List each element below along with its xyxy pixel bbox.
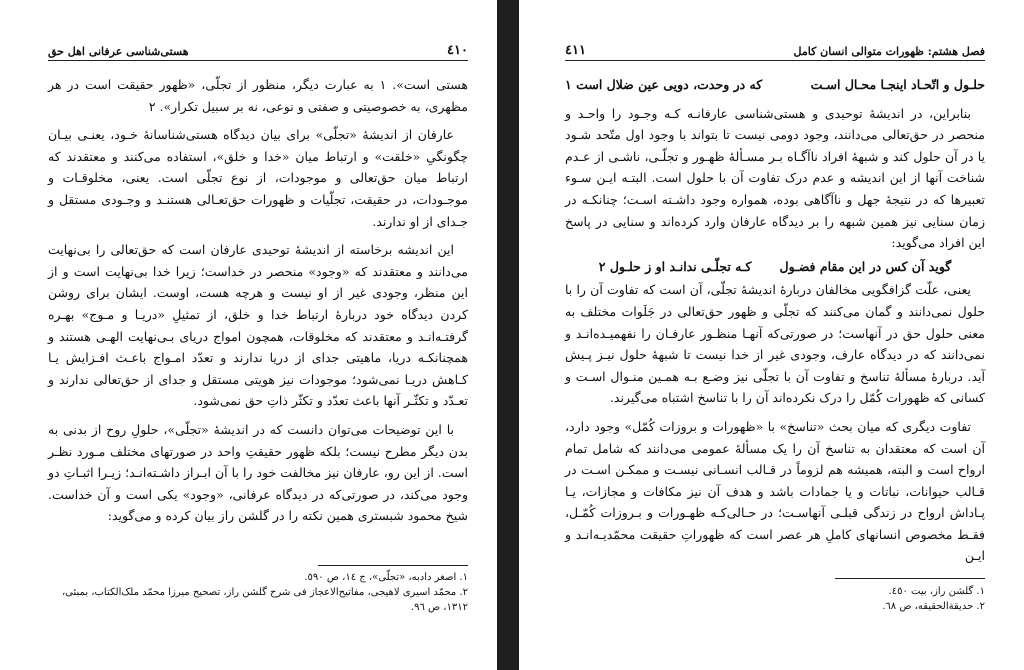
right-footnotes [565, 584, 985, 614]
left-footnotes [48, 570, 468, 615]
left-page-header [48, 40, 468, 61]
left-footnote-2: ٢. محمّد اسیری لاهیجی، مفاتیح‌الاعجاز فی شرح گلشن راز، تصحیح میرزا محمّد ملک‌الکتاب، بمبئی، ١٣١٢، ص ٩٦. [61, 587, 468, 613]
left-paragraph-3: این اندیشه برخاسته از اندیشهٔ توحیدی عارفان است که حق‌تعالی را بی‌نهایت می‌دانند و معتقدند که «وجود» منحصر در خداست؛ زیرا خدا بی‌نهایت است و از این منظر، وجودی غیر از او نیست و هرچه هست، اوست. ایشان برای روشن کردن دیدگاه خود دربارهٔ ارتباط خدا و خلق، از تمثیلِ «دریـا و مـوج» بهـره گرفتـه‌انـد و معتقدند که مخلوقات، همچون امواج دریای بـی‌نهایت الهـی هستند و همچنانکـه دریا، ماهیتی جدای از دریا ندارند و تعدّد امـواج باعـث افـزایش یـا کـاهش دریـا نمی‌شود؛ موجودات نیز هویتی مستقل و جدای از حق‌تعالی ندارند و تعـدّد و تکثّـر آنها باعث تعدّد و تکثّر ذاتِ حق نمی‌شود. [48, 242, 468, 409]
right-footnote-2: ٢. حدیقةالحقیقه، ص ٦٨. [882, 601, 985, 612]
left-footnote-1: ١. اصغر دادبه، «تجلّی»، ج ١٤، ص ٥٩٠. [304, 572, 468, 583]
right-paragraph-3: تفاوت دیگری که میان بحث «تناسخ» با «ظهورات و بروزات کُمّل» وجود دارد، آن است که معتقدان به تناسخ آن را یک مسألهٔ عمومی می‌دانند که شامل تمام ارواح است و البته، همیشه هم لزوماً در قـالب انسـانی نیسـت و ممکـن اسـت در قـالب حیوانات، نباتات و یا جمادات باشد و هدف آن نیز مکافات و مجازات، یـا پـاداش ارواح در زندگی قبلـی آنهاسـت؛ در حـالی‌کـه ظهـورات و بـروزات کُمّـل، فقـط مخصوص انسانهای کاملِ هر عصر است که ظهوراتِ حقیقت محمّدیـه‌انـد و ایـن [565, 418, 985, 564]
right-paragraph-2: یعنی، علّت گزافگویی مخالفان دربارهٔ اندیشهٔ تجلّی، آن است که تفاوت آن را با حلول نمی‌دانند و گمان می‌کنند که تجلّی و ظهور حق‌تعالی در جَلَوات مختلف به معنی حلول حق در آنهاست؛ در صورتی‌که آنهـا منظـور عارفـان را نفهمیـده‌انـد و نمی‌دانند که در دیدگاه عارف، وجودی غیر از خدا نیست تا شبههٔ حلول نیـز پـیش آید. دربارهٔ مسألهٔ تناسخ و تفاوت آن با تجلّی نیز وضـع بـه همـین منـوال اسـت و کسانی که ظهورات کُمّل را درک نکرده‌اند آن را با تناسخ اشتباه می‌گیرند. [565, 282, 985, 406]
quote-verse-hemistich-2: کـه تجلّـی ندانـد او ز حلـول ۲ [598, 258, 752, 274]
right-body-text [565, 74, 985, 567]
book-gutter [497, 0, 519, 670]
right-footnote-divider [835, 578, 985, 579]
right-paragraph-1: بنابراین، در اندیشهٔ توحیدی و هستی‌شناسی عارفانـه کـه وجـود را واحـد و منحصر در حق‌تعالی می‌دانند، وجود دومی نیست تا بتواند با وجود اول متّحد شـود یا در آن حلول کند و شبههٔ افراد ناآگـاه بـر مسـألهٔ ظهـور و تجلّـی، ناشـی از عـدم شناخت آنها از این اندیشه و عدم درک تفاوت آن با حلول است. البتـه ایـن سـوء تعبیرها که در نتیجهٔ جهل و ناآگاهی بوده، همواره وجود داشـته اسـت؛ چنانکـه در زمان سنایی نیز همین شبهه را بر دیدگاه عارفان وارد کرده‌اند و سنایی در پاسخ این افراد می‌گوید: [565, 105, 985, 251]
right-footnote-1: ١. گلشن راز، بیت ٤٥٠. [888, 586, 985, 597]
left-paragraph-4: با این توضیحات می‌توان دانست که در اندیشهٔ «تجلّی»، حلولِ روح از بدنی به بدن دیگر مطرح نیست؛ بلکه ظهور حقیقتِ واحد در صورتهای مختلف مـورد نظـر است. از این رو، عارفان نیز مخالفت خود را با آن ابـراز داشـته‌انـد؛ زیـرا اثبـاتِ دو وجود می‌کند، در صورتی‌که در دیدگاه عرفانی، «وجود» یکی است و آن خداست. شیخ محمود شبستری همین نکته را در گلشن راز بیان کرده و می‌گوید: [48, 421, 468, 524]
right-page-number: ٤١١ [565, 43, 586, 58]
left-paragraph-1: هستی است». ۱ به عبارت دیگر، منظور از تجلّی، «ظهور حقیقت است در هر مظهری، به خصوصیتی و صفتی و نوعی، نه بر سبیل تکرار». ۲ [48, 77, 468, 114]
heading-verse [565, 74, 985, 96]
left-body-text [48, 74, 468, 527]
left-paragraph-2: عارفان از اندیشهٔ «تجلّی» برای بیان دیدگاه هستی‌شناسانهٔ خـود، یعنـی بیـان چگونگیِ «خلقت» و ارتباط میان «خدا و خلق»، استفاده می‌کنند و معتقدند که ارتباط میان حق‌تعالی و موجودات، از نوع تجلّی است. یعنی، مخلوقـات و موجـودات، در حقیقت، تجلّیات و ظهورات حق‌تعـالی هستنـد و وجـودی مستقل و جـدای از او ندارند. [48, 127, 468, 229]
left-page-number: ٤١٠ [447, 43, 468, 58]
left-footnote-divider [318, 565, 468, 566]
left-page [0, 0, 497, 670]
right-running-title: فصل هشتم: ظهورات متوالی انسان کامل [793, 45, 985, 58]
right-page-header [565, 40, 985, 61]
quote-verse-hemistich-1: گوید آن کس در این مقام فضـول [779, 258, 952, 274]
quote-verse [565, 256, 985, 278]
heading-verse-hemistich-2: که در وحدت، دویی عین ضلال است ۱ [565, 77, 763, 92]
heading-verse-hemistich-1: حلـول و اتّحـاد اینجـا محـال اسـت [810, 77, 985, 92]
left-running-title: هستی‌شناسی عرفانی اهل حق [48, 45, 189, 58]
right-page [519, 0, 1024, 670]
